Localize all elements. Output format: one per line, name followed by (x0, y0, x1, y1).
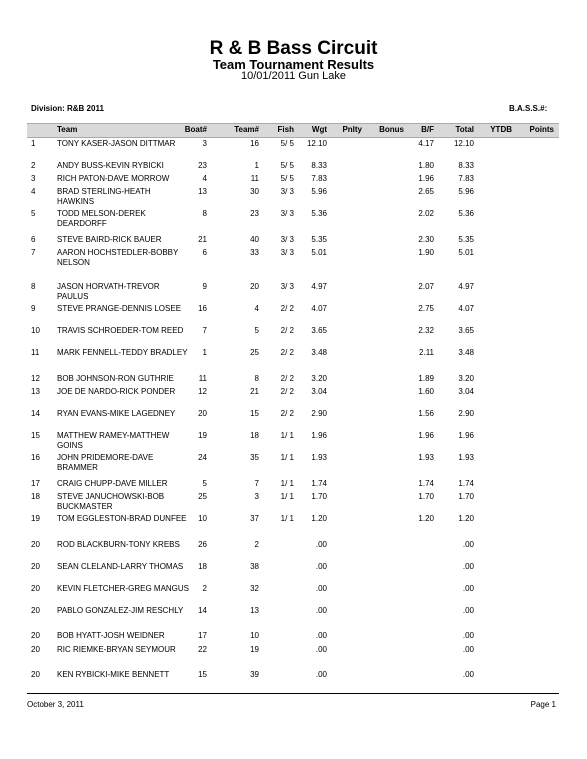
cell-place: 16 (31, 453, 40, 462)
cell-bf: 1.89 (418, 374, 434, 383)
col-boat: Boat# (184, 125, 207, 134)
cell-bf: 1.96 (418, 431, 434, 440)
cell-boat: 2 (202, 584, 207, 593)
cell-wgt: 3.48 (311, 348, 327, 357)
cell-teamno: 5 (254, 326, 259, 335)
cell-wgt: 1.20 (311, 514, 327, 523)
cell-fish: 5/ 5 (280, 174, 294, 183)
cell-total: .00 (462, 670, 474, 679)
cell-boat: 18 (198, 562, 207, 571)
cell-total: 3.20 (458, 374, 474, 383)
col-team: Team (57, 125, 78, 134)
cell-team: KEVIN FLETCHER-GREG MANGUS (57, 584, 190, 593)
cell-place: 19 (31, 514, 40, 523)
cell-boat: 8 (202, 209, 207, 218)
cell-team: RIC RIEMKE-BRYAN SEYMOUR (57, 645, 176, 654)
col-penalty: Pnlty (342, 125, 362, 134)
cell-team: JASON HORVATH-TREVOR PAULUS (57, 282, 160, 301)
cell-team: BOB JOHNSON-RON GUTHRIE (57, 374, 174, 383)
cell-team: TOM EGGLESTON-BRAD DUNFEE (57, 514, 187, 523)
cell-team: ROD BLACKBURN-TONY KREBS (57, 540, 180, 549)
cell-place: 20 (31, 606, 40, 615)
cell-total: 2.90 (458, 409, 474, 418)
cell-wgt: 1.70 (311, 492, 327, 501)
cell-total: .00 (462, 584, 474, 593)
cell-fish: 3/ 3 (280, 187, 294, 196)
col-total: Total (455, 125, 474, 134)
cell-team: AARON HOCHSTEDLER-BOBBY NELSON (57, 248, 179, 267)
cell-wgt: 3.04 (311, 387, 327, 396)
cell-team: BRAD STERLING-HEATH HAWKINS (57, 187, 151, 206)
cell-total: 1.70 (458, 492, 474, 501)
cell-boat: 22 (198, 645, 207, 654)
cell-boat: 10 (198, 514, 207, 523)
cell-total: .00 (462, 540, 474, 549)
cell-wgt: .00 (315, 606, 327, 615)
cell-team: TRAVIS SCHROEDER-TOM REED (57, 326, 184, 335)
division-label: Division: R&B 2011 (31, 104, 104, 113)
cell-wgt: .00 (315, 540, 327, 549)
cell-place: 20 (31, 540, 40, 549)
cell-team: STEVE PRANGE-DENNIS LOSEE (57, 304, 182, 313)
cell-place: 20 (31, 562, 40, 571)
cell-total: 3.48 (458, 348, 474, 357)
cell-place: 9 (31, 304, 36, 313)
cell-team: TODD MELSON-DEREK DEARDORFF (57, 209, 146, 228)
cell-boat: 19 (198, 431, 207, 440)
cell-wgt: 1.96 (311, 431, 327, 440)
cell-boat: 21 (198, 235, 207, 244)
cell-total: 1.74 (458, 479, 474, 488)
cell-teamno: 7 (254, 479, 259, 488)
cell-place: 12 (31, 374, 40, 383)
cell-team: SEAN CLELAND-LARRY THOMAS (57, 562, 184, 571)
cell-total: 4.97 (458, 282, 474, 291)
cell-total: .00 (462, 631, 474, 640)
cell-wgt: 2.90 (311, 409, 327, 418)
cell-wgt: 4.97 (311, 282, 327, 291)
cell-team: STEVE JANUCHOWSKI-BOB BUCKMASTER (57, 492, 165, 511)
cell-bf: 1.80 (418, 161, 434, 170)
cell-place: 20 (31, 584, 40, 593)
cell-wgt: .00 (315, 562, 327, 571)
cell-teamno: 19 (250, 645, 259, 654)
cell-team: MATTHEW RAMEY-MATTHEW GOINS (57, 431, 170, 450)
report-subtitle: Team Tournament Results (212, 57, 375, 72)
cell-teamno: 20 (250, 282, 259, 291)
cell-bf: 1.56 (418, 409, 434, 418)
cell-teamno: 16 (250, 139, 259, 148)
cell-team: CRAIG CHUPP-DAVE MILLER (57, 479, 168, 488)
cell-wgt: 5.35 (311, 235, 327, 244)
col-bonus: Bonus (379, 125, 404, 134)
cell-place: 20 (31, 670, 40, 679)
cell-fish: 2/ 2 (280, 374, 294, 383)
cell-total: 1.96 (458, 431, 474, 440)
cell-boat: 5 (202, 479, 207, 488)
cell-bf: 2.07 (418, 282, 434, 291)
cell-boat: 1 (202, 348, 207, 357)
cell-bf: 1.93 (418, 453, 434, 462)
bass-number-label: B.A.S.S.#: (509, 104, 548, 113)
cell-fish: 2/ 2 (280, 326, 294, 335)
cell-total: .00 (462, 562, 474, 571)
footer-page-number: Page 1 (530, 700, 556, 709)
cell-teamno: 18 (250, 431, 259, 440)
cell-team: KEN RYBICKI-MIKE BENNETT (57, 670, 170, 679)
cell-team: ANDY BUSS-KEVIN RYBICKI (57, 161, 164, 170)
cell-fish: 2/ 2 (280, 387, 294, 396)
cell-place: 14 (31, 409, 40, 418)
cell-wgt: 5.36 (311, 209, 327, 218)
cell-total: .00 (462, 645, 474, 654)
cell-total: .00 (462, 606, 474, 615)
cell-teamno: 11 (250, 174, 259, 183)
cell-fish: 5/ 5 (280, 139, 294, 148)
cell-wgt: 7.83 (311, 174, 327, 183)
cell-bf: 2.02 (418, 209, 434, 218)
cell-place: 4 (31, 187, 36, 196)
cell-fish: 1/ 1 (280, 453, 294, 462)
cell-bf: 4.17 (418, 139, 434, 148)
cell-bf: 2.30 (418, 235, 434, 244)
cell-fish: 3/ 3 (280, 209, 294, 218)
cell-team: RYAN EVANS-MIKE LAGEDNEY (57, 409, 176, 418)
col-points: Points (529, 125, 554, 134)
cell-place: 1 (31, 139, 36, 148)
cell-bf: 1.96 (418, 174, 434, 183)
cell-wgt: 1.93 (311, 453, 327, 462)
cell-team: STEVE BAIRD-RICK BAUER (57, 235, 162, 244)
cell-place: 7 (31, 248, 36, 257)
cell-teamno: 40 (250, 235, 259, 244)
cell-fish: 2/ 2 (280, 304, 294, 313)
col-big-fish: B/F (421, 125, 434, 134)
cell-place: 6 (31, 235, 36, 244)
cell-teamno: 33 (250, 248, 259, 257)
cell-total: 5.36 (458, 209, 474, 218)
cell-wgt: 1.74 (311, 479, 327, 488)
cell-total: 5.96 (458, 187, 474, 196)
cell-total: 1.93 (458, 453, 474, 462)
cell-teamno: 13 (250, 606, 259, 615)
cell-wgt: .00 (315, 670, 327, 679)
cell-fish: 1/ 1 (280, 431, 294, 440)
cell-boat: 17 (198, 631, 207, 640)
cell-wgt: 4.07 (311, 304, 327, 313)
cell-team: PABLO GONZALEZ-JIM RESCHLY (57, 606, 184, 615)
cell-bf: 2.65 (418, 187, 434, 196)
table-header (27, 123, 559, 138)
cell-bf: 2.75 (418, 304, 434, 313)
cell-boat: 25 (198, 492, 207, 501)
cell-wgt: 8.33 (311, 161, 327, 170)
cell-team: JOE DE NARDO-RICK PONDER (57, 387, 176, 396)
cell-teamno: 1 (254, 161, 259, 170)
footer-date: October 3, 2011 (27, 700, 84, 709)
cell-boat: 16 (198, 304, 207, 313)
cell-place: 10 (31, 326, 40, 335)
cell-teamno: 38 (250, 562, 259, 571)
cell-team: RICH PATON-DAVE MORROW (57, 174, 170, 183)
cell-place: 13 (31, 387, 40, 396)
cell-teamno: 21 (250, 387, 259, 396)
cell-boat: 26 (198, 540, 207, 549)
cell-place: 17 (31, 479, 40, 488)
cell-wgt: 12.10 (306, 139, 327, 148)
col-weight: Wgt (311, 125, 327, 134)
col-fish: Fish (277, 125, 294, 134)
cell-fish: 3/ 3 (280, 282, 294, 291)
cell-fish: 3/ 3 (280, 248, 294, 257)
cell-team: TONY KASER-JASON DITTMAR (57, 139, 176, 148)
cell-total: 3.04 (458, 387, 474, 396)
cell-teamno: 23 (250, 209, 259, 218)
cell-boat: 13 (198, 187, 207, 196)
cell-teamno: 39 (250, 670, 259, 679)
cell-teamno: 3 (254, 492, 259, 501)
cell-fish: 2/ 2 (280, 409, 294, 418)
cell-place: 11 (31, 348, 40, 357)
cell-boat: 23 (198, 161, 207, 170)
cell-wgt: 5.01 (311, 248, 327, 257)
cell-boat: 3 (202, 139, 207, 148)
cell-boat: 11 (198, 374, 207, 383)
cell-boat: 14 (198, 606, 207, 615)
cell-total: 5.35 (458, 235, 474, 244)
cell-total: 3.65 (458, 326, 474, 335)
cell-wgt: .00 (315, 645, 327, 654)
cell-boat: 24 (198, 453, 207, 462)
cell-place: 2 (31, 161, 36, 170)
cell-boat: 6 (202, 248, 207, 257)
col-team-number: Team# (234, 125, 259, 134)
cell-fish: 2/ 2 (280, 348, 294, 357)
cell-teamno: 37 (250, 514, 259, 523)
cell-fish: 1/ 1 (280, 492, 294, 501)
cell-fish: 3/ 3 (280, 235, 294, 244)
cell-team: MARK FENNELL-TEDDY BRADLEY (57, 348, 188, 357)
cell-teamno: 4 (254, 304, 259, 313)
cell-place: 3 (31, 174, 36, 183)
cell-boat: 9 (202, 282, 207, 291)
cell-teamno: 2 (254, 540, 259, 549)
cell-team: BOB HYATT-JOSH WEIDNER (57, 631, 165, 640)
cell-boat: 15 (198, 670, 207, 679)
cell-wgt: .00 (315, 584, 327, 593)
cell-total: 4.07 (458, 304, 474, 313)
cell-total: 12.10 (453, 139, 474, 148)
cell-bf: 1.70 (418, 492, 434, 501)
cell-teamno: 15 (250, 409, 259, 418)
cell-total: 1.20 (458, 514, 474, 523)
cell-place: 5 (31, 209, 36, 218)
cell-place: 15 (31, 431, 40, 440)
cell-boat: 12 (198, 387, 207, 396)
cell-boat: 20 (198, 409, 207, 418)
cell-total: 8.33 (458, 161, 474, 170)
cell-fish: 5/ 5 (280, 161, 294, 170)
cell-fish: 1/ 1 (280, 514, 294, 523)
cell-team: JOHN PRIDEMORE-DAVE BRAMMER (57, 453, 154, 472)
cell-bf: 1.90 (418, 248, 434, 257)
cell-teamno: 10 (250, 631, 259, 640)
cell-bf: 2.32 (418, 326, 434, 335)
cell-teamno: 25 (250, 348, 259, 357)
col-ytdb: YTDB (490, 125, 512, 134)
cell-boat: 7 (202, 326, 207, 335)
cell-place: 20 (31, 631, 40, 640)
cell-wgt: 5.96 (311, 187, 327, 196)
report-title: R & B Bass Circuit (209, 38, 378, 59)
cell-total: 7.83 (458, 174, 474, 183)
cell-bf: 1.74 (418, 479, 434, 488)
cell-place: 20 (31, 645, 40, 654)
cell-wgt: 3.20 (311, 374, 327, 383)
cell-bf: 1.60 (418, 387, 434, 396)
cell-teamno: 30 (250, 187, 259, 196)
event-date-location: 10/01/2011 Gun Lake (241, 70, 346, 82)
cell-boat: 4 (202, 174, 207, 183)
cell-place: 18 (31, 492, 40, 501)
cell-fish: 1/ 1 (280, 479, 294, 488)
cell-wgt: 3.65 (311, 326, 327, 335)
cell-total: 5.01 (458, 248, 474, 257)
footer-divider (27, 693, 559, 694)
cell-bf: 1.20 (418, 514, 434, 523)
cell-teamno: 32 (250, 584, 259, 593)
cell-place: 8 (31, 282, 36, 291)
cell-bf: 2.11 (419, 348, 434, 357)
cell-wgt: .00 (315, 631, 327, 640)
cell-teamno: 35 (250, 453, 259, 462)
cell-teamno: 8 (254, 374, 259, 383)
